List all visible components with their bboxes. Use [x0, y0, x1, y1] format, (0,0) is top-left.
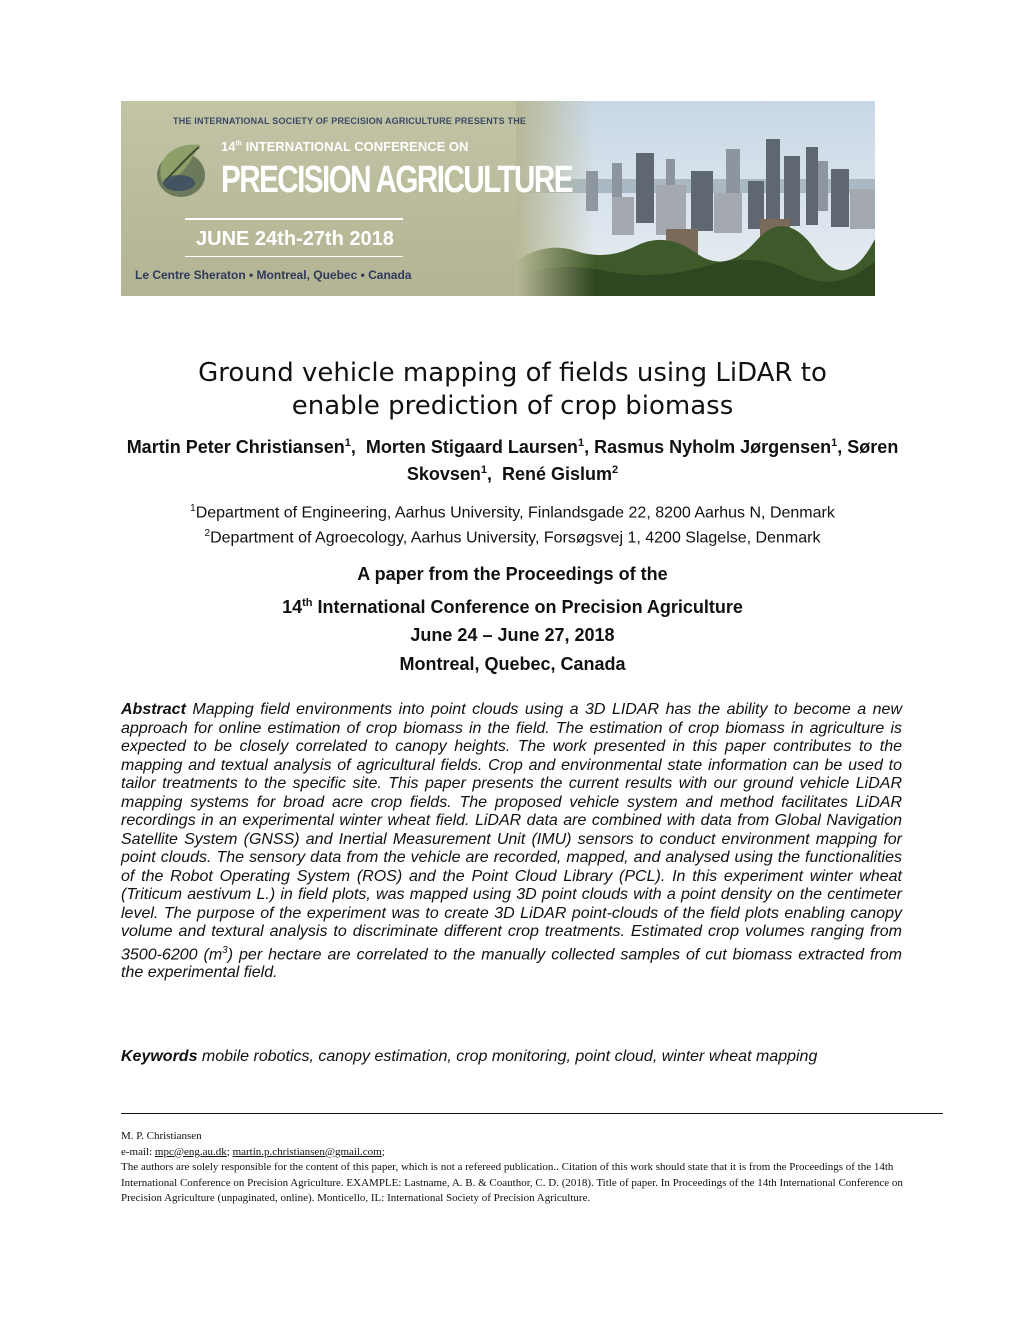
- affiliations: [120, 498, 905, 549]
- abstract-sup: 3: [222, 944, 228, 956]
- email-prefix: e-mail:: [121, 1145, 155, 1158]
- abstract-text-end: ) per hectare are correlated to the manually collected samples of cut biomass extracted from the experimental field.: [121, 945, 902, 982]
- footnote-disclaimer: The authors are solely responsible for the content of this paper, which is not a refereed publication.. Citation of this work should state that it is from the Proceedings of the 14th International Conference on Precision Agriculture. EXAMPLE: Lastname, A. B. & Coauthor, C. D. (2018). Title of paper. In Proceedings of the 14th International Conference on Precision Agriculture (unpaginated, online). Monticello, IL: International Society of Precision Agriculture.: [121, 1161, 903, 1204]
- proceedings-number: 14: [282, 596, 303, 617]
- author-name: Martin Peter Christiansen: [126, 437, 345, 457]
- conference-banner: [121, 101, 875, 296]
- banner-divider: [185, 256, 403, 257]
- banner-divider: [185, 218, 403, 220]
- footnote-author: M. P. Christiansen: [121, 1130, 202, 1142]
- banner-conference-sup: th: [235, 140, 243, 148]
- keywords-label: Keywords: [121, 1048, 198, 1065]
- banner-presents: THE INTERNATIONAL SOCIETY OF PRECISION AGRICULTURE PRESENTS THE: [173, 116, 527, 126]
- affiliation-text: Department of Agroecology, Aarhus University, Forsøgsvej 1, 4200 Slagelse, Denmark: [210, 529, 821, 547]
- author-name: Morten Stigaard Laursen: [365, 437, 578, 457]
- banner-conference-number: 14: [221, 139, 236, 154]
- affiliation-number: 2: [204, 528, 211, 540]
- abstract-label: Abstract: [121, 701, 186, 718]
- proceedings-line: [120, 589, 905, 622]
- proceedings-line: A paper from the Proceedings of the: [357, 564, 668, 584]
- author-name: Søren Skovsen: [406, 437, 899, 484]
- proceedings-sup: th: [302, 596, 313, 609]
- paper-title-line: Ground vehicle mapping of fields using LiDAR to: [198, 358, 827, 388]
- author-affiliation: 1: [577, 437, 585, 449]
- author-list: Martin Peter Christiansen$^1$, Morten Stigaard Laursen$^1$, Rasmus Nyholm Jørgensen$^1$, Søren Skovsen$^1$, René Gislum$^2$: [126, 437, 899, 484]
- paper-title-line: enable prediction of crop biomass: [291, 391, 734, 421]
- email-link-secondary[interactable]: martin.p.christiansen@gmail.com: [232, 1145, 382, 1158]
- footnote: [121, 1129, 943, 1207]
- banner-conference-text: INTERNATIONAL CONFERENCE ON: [242, 139, 469, 154]
- affiliation-line: [120, 498, 905, 523]
- email-link-primary[interactable]: mpc@eng.au.dk: [154, 1145, 227, 1158]
- proceedings-block: [120, 560, 905, 678]
- affiliation-line: [120, 523, 905, 548]
- affiliation-text: Department of Engineering, Aarhus University, Finlandsgade 22, 8200 Aarhus N, Denmark: [195, 504, 835, 522]
- footnote-divider: [121, 1113, 943, 1114]
- banner-main-title: PRECISION AGRICULTURE: [221, 159, 572, 201]
- author-name: Rasmus Nyholm Jørgensen: [594, 437, 832, 457]
- banner-venue: Le Centre Sheraton • Montreal, Quebec • Canada: [135, 268, 412, 282]
- keywords-text: mobile robotics, canopy estimation, crop monitoring, point cloud, winter wheat mapping: [197, 1048, 818, 1065]
- email-separator: ;: [226, 1145, 233, 1158]
- abstract-text: Mapping field environments into point clouds using a 3D LIDAR has the ability to become a new approach for online estimation of crop biomass in the field. The estimation of crop biomass in agriculture is expected to be closely correlated to canopy heights. The work presented in this paper contributes to the mapping and textual analysis of agricultural fields. Crop and environmental state information can be used to tailor treatments to the specific site. This paper presents the current results with our ground vehicle LiDAR mapping systems for broad acre crop fields. The proposed vehicle system and method facilitates LiDAR recordings in an experimental winter wheat field. LiDAR data are combined with data from Global Navigation Satellite System (GNSS) and Inertial Measurement Unit (IMU) sensors to conduct environment mapping for point clouds. The sensory data from the vehicle are recorded, mapped, and analysed using the functionalities of the Robot Operating System (ROS) and the Point Cloud Library (PCL). In this experiment winter wheat (Triticum aestivum L.) in field plots, was mapped using 3D point clouds with a point density on the centimeter level. The purpose of the experiment was to create 3D LiDAR point-clouds of the field plots enabling canopy volume and textural analysis to discriminate different crop treatments. Estimated crop volumes ranging from 3500-6200 (m: [121, 701, 902, 963]
- proceedings-line: Montreal, Quebec, Canada: [399, 653, 626, 674]
- abstract: [121, 701, 902, 983]
- author-affiliation: 1: [831, 437, 838, 449]
- author-affiliation: 2: [612, 464, 619, 476]
- author-name: René Gislum: [502, 464, 613, 484]
- keywords: [121, 1047, 902, 1066]
- affiliation-number: 1: [190, 503, 196, 514]
- banner-dates: JUNE 24th-27th 2018: [196, 228, 394, 250]
- proceedings-conference: International Conference on Precision Agriculture: [312, 596, 743, 617]
- author-affiliation: 1: [344, 437, 351, 449]
- paper-title: [120, 357, 905, 423]
- email-end: ;: [381, 1145, 385, 1158]
- leaf-logo-icon: [143, 131, 218, 206]
- footnote-email-line: [121, 1145, 943, 1161]
- author-affiliation: 1: [480, 464, 487, 476]
- banner-conference-name: [221, 139, 468, 154]
- proceedings-line: June 24 – June 27, 2018: [410, 625, 615, 645]
